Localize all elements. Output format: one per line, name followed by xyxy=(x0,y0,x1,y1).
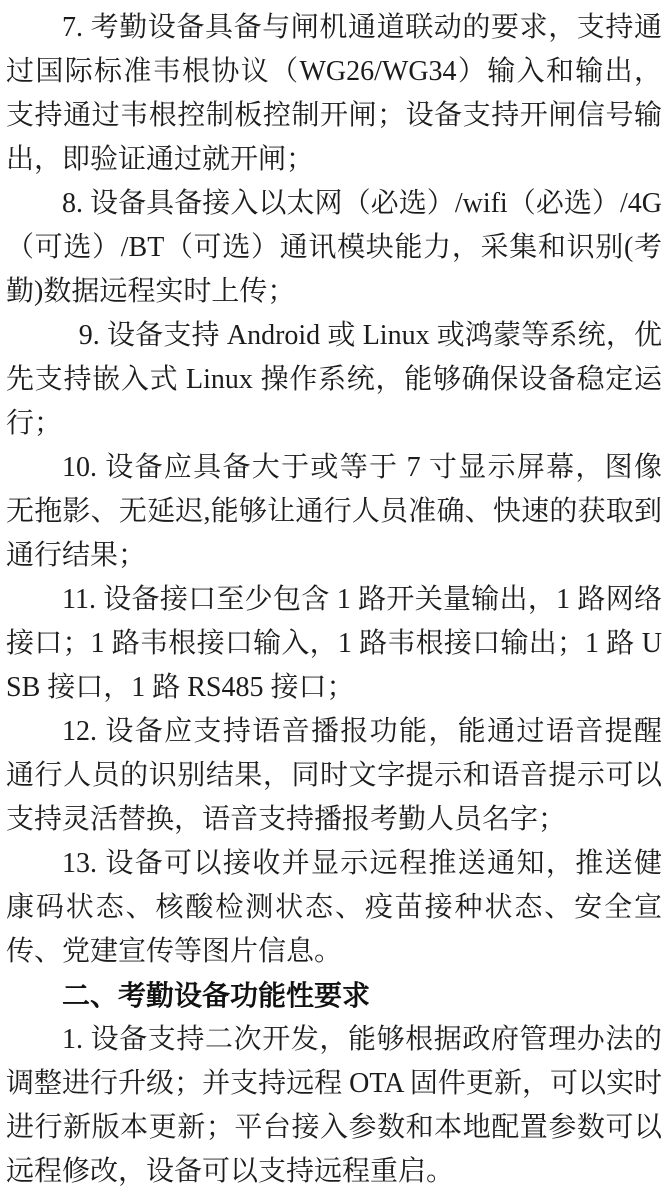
paragraph-item-7: 7. 考勤设备具备与闸机通道联动的要求，支持通过国际标准韦根协议（WG26/WG34）输入和输出，支持通过韦根控制板控制开闸；设备支持开闸信号输出，即验证通过就开闸； xyxy=(6,12,662,175)
paragraph-item-11: 11. 设备接口至少包含 1 路开关量输出，1 路网络接口；1 路韦根接口输入，1 路韦根接口输出；1 路 USB 接口，1 路 RS485 接口； xyxy=(6,584,662,703)
paragraph-item-8: 8. 设备具备接入以太网（必选）/wifi（必选）/4G（可选）/BT（可选）通讯模块能力，采集和识别(考勤)数据远程实时上传； xyxy=(6,188,662,307)
paragraph-item-12: 12. 设备应支持语音播报功能，能通过语音提醒通行人员的识别结果，同时文字提示和语音提示可以支持灵活替换，语音支持播报考勤人员名字； xyxy=(6,716,662,835)
paragraph-item-1: 1. 设备支持二次开发，能够根据政府管理办法的调整进行升级；并支持远程 OTA 固件更新，可以实时进行新版本更新；平台接入参数和本地配置参数可以远程修改，设备可以支持远程重启。 xyxy=(6,1024,662,1187)
paragraph-item-13: 13. 设备可以接收并显示远程推送通知，推送健康码状态、核酸检测状态、疫苗接种状态、安全宣传、党建宣传等图片信息。 xyxy=(6,848,662,967)
section-heading-functional-requirements: 二、考勤设备功能性要求 xyxy=(62,980,371,1011)
paragraph-item-10: 10. 设备应具备大于或等于 7 寸显示屏幕，图像无拖影、无延迟,能够让通行人员准确、快速的获取到通行结果； xyxy=(6,452,662,571)
paragraph-item-9: 9. 设备支持 Android 或 Linux 或鸿蒙等系统，优先支持嵌入式 Linux 操作系统，能够确保设备稳定运行； xyxy=(6,320,662,439)
